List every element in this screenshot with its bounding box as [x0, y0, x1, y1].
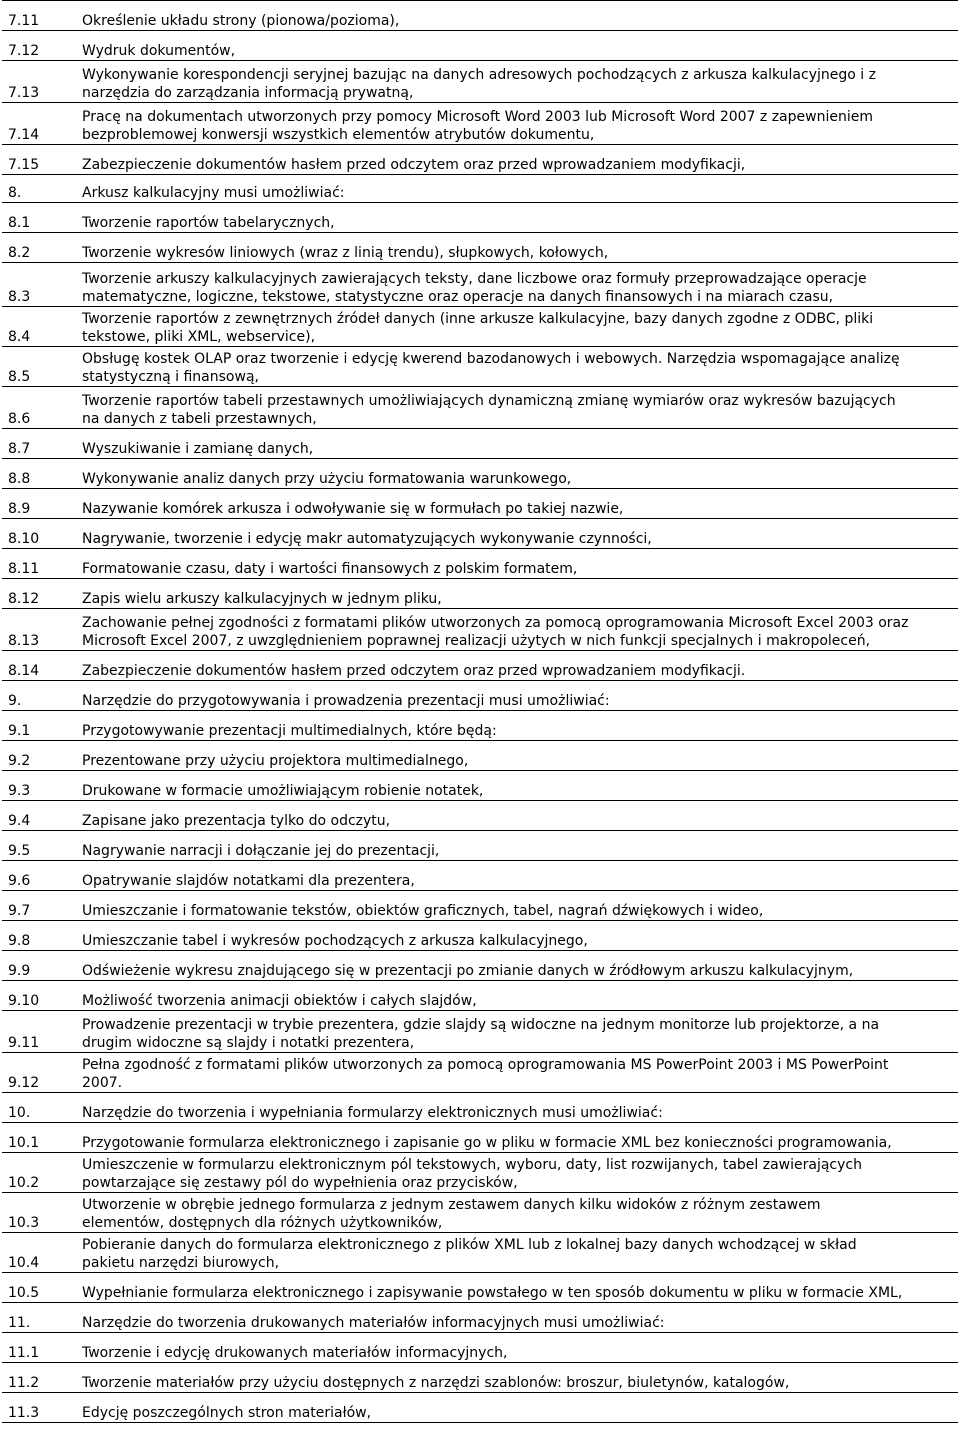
- item-text: [72, 609, 958, 651]
- item-text-line: Arkusz kalkulacyjny musi umożliwiać:: [82, 185, 345, 201]
- table-row: [2, 203, 958, 233]
- item-number: 7.14: [2, 103, 72, 145]
- item-text: [72, 1393, 958, 1423]
- item-text-line: Tworzenie raportów tabelarycznych,: [82, 215, 335, 231]
- item-text: [72, 1363, 958, 1393]
- table-row: [2, 347, 958, 387]
- table-row: [2, 263, 958, 307]
- item-text-line: Tworzenie raportów tabeli przestawnych umożliwiających dynamiczną zmianę wymiarów oraz wykresów bazujących: [82, 393, 896, 409]
- table-row: [2, 1123, 958, 1153]
- table-row: [2, 175, 958, 203]
- item-text-line: Opatrywanie slajdów notatkami dla prezentera,: [82, 873, 415, 889]
- item-text-line: Drukowane w formacie umożliwiającym robienie notatek,: [82, 783, 484, 799]
- table-row: [2, 31, 958, 61]
- item-number: 9.4: [2, 801, 72, 831]
- item-number: 9.9: [2, 951, 72, 981]
- requirements-table-body: [2, 1, 958, 1423]
- item-text-line: tekstowe, pliki XML, webservice),: [82, 329, 316, 345]
- item-text: [72, 921, 958, 951]
- table-row: [2, 549, 958, 579]
- item-text: [72, 1093, 958, 1123]
- item-number: 9.5: [2, 831, 72, 861]
- item-text-line: pakietu narzędzi biurowych,: [82, 1255, 280, 1271]
- item-number: 11.: [2, 1303, 72, 1333]
- item-number: 9.12: [2, 1053, 72, 1093]
- item-number: 9.7: [2, 891, 72, 921]
- item-text-line: Zapisane jako prezentacja tylko do odczytu,: [82, 813, 391, 829]
- item-text: [72, 233, 958, 263]
- item-text: [72, 1011, 958, 1053]
- item-number: 7.12: [2, 31, 72, 61]
- item-text: [72, 549, 958, 579]
- table-row: [2, 145, 958, 175]
- item-number: 11.3: [2, 1393, 72, 1423]
- item-number: 8.10: [2, 519, 72, 549]
- item-number: 8.5: [2, 347, 72, 387]
- item-number: 10.5: [2, 1273, 72, 1303]
- item-text-line: Prezentowane przy użyciu projektora multimedialnego,: [82, 753, 469, 769]
- table-row: [2, 609, 958, 651]
- table-row: [2, 233, 958, 263]
- table-row: [2, 1233, 958, 1273]
- table-row: [2, 1363, 958, 1393]
- item-text-line: Wyszukiwanie i zamianę danych,: [82, 441, 314, 457]
- item-text-line: Tworzenie wykresów liniowych (wraz z linią trendu), słupkowych, kołowych,: [82, 245, 609, 261]
- item-text-line: Umieszczanie i formatowanie tekstów, obiektów graficznych, tabel, nagrań dźwiękowych i wideo,: [82, 903, 764, 919]
- item-number: 7.13: [2, 61, 72, 103]
- item-text-line: Umieszczenie w formularzu elektronicznym pól tekstowych, wyboru, daty, list rozwijanych, tabel zawierających: [82, 1157, 862, 1173]
- item-text-line: Nagrywanie narracji i dołączanie jej do prezentacji,: [82, 843, 440, 859]
- item-text-line: Wykonywanie analiz danych przy użyciu formatowania warunkowego,: [82, 471, 572, 487]
- item-text: [72, 1153, 958, 1193]
- item-text-line: Tworzenie materiałów przy użyciu dostępnych z narzędzi szablonów: broszur, biuletynów, katalogów,: [82, 1375, 790, 1391]
- item-text: [72, 429, 958, 459]
- table-row: [2, 1393, 958, 1423]
- item-text-line: Narzędzie do przygotowywania i prowadzenia prezentacji musi umożliwiać:: [82, 693, 610, 709]
- item-text-line: Prowadzenie prezentacji w trybie prezentera, gdzie slajdy są widoczne na jednym monitorze lub projektorze, a na: [82, 1017, 880, 1033]
- item-text-line: Zachowanie pełnej zgodności z formatami plików utworzonych za pomocą oprogramowania Microsoft Excel 2003 oraz: [82, 615, 909, 631]
- item-text-line: Wydruk dokumentów,: [82, 43, 236, 59]
- item-text-line: Pełna zgodność z formatami plików utworzonych za pomocą oprogramowania MS PowerPoint 2003 i MS PowerPoint: [82, 1057, 889, 1073]
- item-text-line: Pracę na dokumentach utworzonych przy pomocy Microsoft Word 2003 lub Microsoft Word 2007 z zapewnieniem: [82, 109, 873, 125]
- item-number: 8.6: [2, 387, 72, 429]
- item-text-line: Formatowanie czasu, daty i wartości finansowych z polskim formatem,: [82, 561, 578, 577]
- table-row: [2, 1, 958, 31]
- item-text: [72, 387, 958, 429]
- table-row: [2, 1193, 958, 1233]
- item-number: 8.1: [2, 203, 72, 233]
- item-number: 8.2: [2, 233, 72, 263]
- item-text: [72, 579, 958, 609]
- item-text-line: Wypełnianie formularza elektronicznego i zapisywanie powstałego w ten sposób dokumentu w pliku w formacie XML,: [82, 1285, 903, 1301]
- item-number: 9.6: [2, 861, 72, 891]
- table-row: [2, 1093, 958, 1123]
- item-number: 9.11: [2, 1011, 72, 1053]
- item-text-line: Narzędzie do tworzenia drukowanych materiałów informacyjnych musi umożliwiać:: [82, 1315, 665, 1331]
- item-text: [72, 891, 958, 921]
- item-text: [72, 489, 958, 519]
- item-number: 10.2: [2, 1153, 72, 1193]
- table-row: [2, 1153, 958, 1193]
- item-text: [72, 1, 958, 31]
- item-number: 9.3: [2, 771, 72, 801]
- item-number: 8.: [2, 175, 72, 203]
- item-text: [72, 1053, 958, 1093]
- table-row: [2, 1053, 958, 1093]
- item-text-line: Microsoft Excel 2007, z uwzględnieniem poprawnej realizacji użytych w nich funkcji specjalnych i makropoleceń,: [82, 633, 871, 649]
- item-number: 7.15: [2, 145, 72, 175]
- table-row: [2, 651, 958, 681]
- item-text: [72, 1303, 958, 1333]
- item-text: [72, 145, 958, 175]
- item-number: 9.10: [2, 981, 72, 1011]
- table-row: [2, 387, 958, 429]
- item-number: 10.1: [2, 1123, 72, 1153]
- table-row: [2, 489, 958, 519]
- item-text-line: Utworzenie w obrębie jednego formularza z jednym zestawem danych kilku widoków z różnym zestawem: [82, 1197, 821, 1213]
- item-text-line: elementów, dostępnych dla różnych użytkowników,: [82, 1215, 443, 1231]
- item-text: [72, 681, 958, 711]
- table-row: [2, 681, 958, 711]
- table-row: [2, 1303, 958, 1333]
- item-text: [72, 1333, 958, 1363]
- item-text-line: matematyczne, logiczne, tekstowe, statystyczne oraz operacje na danych finansowych i na miarach czasu,: [82, 289, 834, 305]
- item-text: [72, 801, 958, 831]
- item-text-line: Określenie układu strony (pionowa/pozioma),: [82, 13, 400, 29]
- item-text: [72, 741, 958, 771]
- item-number: 8.7: [2, 429, 72, 459]
- item-number: 8.14: [2, 651, 72, 681]
- item-text: [72, 1123, 958, 1153]
- item-text-line: Tworzenie raportów z zewnętrznych źródeł danych (inne arkusze kalkulacyjne, bazy danych zgodne z ODBC, pliki: [82, 311, 874, 327]
- item-number: 10.4: [2, 1233, 72, 1273]
- item-text-line: Tworzenie i edycję drukowanych materiałów informacyjnych,: [82, 1345, 508, 1361]
- item-text: [72, 771, 958, 801]
- item-text-line: Edycję poszczególnych stron materiałów,: [82, 1405, 372, 1421]
- item-text-line: Przygotowanie formularza elektronicznego i zapisanie go w pliku w formacie XML bez konieczności programowania,: [82, 1135, 892, 1151]
- table-row: [2, 891, 958, 921]
- item-text-line: bezproblemowej konwersji wszystkich elementów atrybutów dokumentu,: [82, 127, 595, 143]
- item-text-line: Umieszczanie tabel i wykresów pochodzących z arkusza kalkulacyjnego,: [82, 933, 588, 949]
- item-text: [72, 61, 958, 103]
- table-row: [2, 61, 958, 103]
- item-text-line: Wykonywanie korespondencji seryjnej bazując na danych adresowych pochodzących z arkusza kalkulacyjnego i z: [82, 67, 876, 83]
- item-text: [72, 651, 958, 681]
- item-number: 9.1: [2, 711, 72, 741]
- table-row: [2, 831, 958, 861]
- table-row: [2, 711, 958, 741]
- item-text-line: Odświeżenie wykresu znajdującego się w prezentacji po zmianie danych w źródłowym arkuszu kalkulacyjnym,: [82, 963, 854, 979]
- item-number: 8.11: [2, 549, 72, 579]
- table-row: [2, 429, 958, 459]
- item-text: [72, 951, 958, 981]
- requirements-table: [2, 0, 958, 1423]
- item-text-line: Nazywanie komórek arkusza i odwoływanie się w formułach po takiej nazwie,: [82, 501, 624, 517]
- table-row: [2, 951, 958, 981]
- item-text-line: statystyczną i finansową,: [82, 369, 259, 385]
- item-number: 9.: [2, 681, 72, 711]
- table-row: [2, 921, 958, 951]
- table-row: [2, 981, 958, 1011]
- item-text: [72, 347, 958, 387]
- table-row: [2, 459, 958, 489]
- item-number: 10.: [2, 1093, 72, 1123]
- item-number: 9.2: [2, 741, 72, 771]
- item-number: 11.1: [2, 1333, 72, 1363]
- item-text: [72, 981, 958, 1011]
- item-text-line: Zabezpieczenie dokumentów hasłem przed odczytem oraz przed wprowadzaniem modyfikacji.: [82, 663, 746, 679]
- item-number: 10.3: [2, 1193, 72, 1233]
- table-row: [2, 861, 958, 891]
- item-text-line: na danych z tabeli przestawnych,: [82, 411, 317, 427]
- item-text-line: Zapis wielu arkuszy kalkulacyjnych w jednym pliku,: [82, 591, 442, 607]
- table-row: [2, 1273, 958, 1303]
- item-text-line: Możliwość tworzenia animacji obiektów i całych slajdów,: [82, 993, 477, 1009]
- item-number: 8.12: [2, 579, 72, 609]
- table-row: [2, 307, 958, 347]
- table-row: [2, 771, 958, 801]
- table-row: [2, 103, 958, 145]
- item-number: 11.2: [2, 1363, 72, 1393]
- table-row: [2, 579, 958, 609]
- item-number: 7.11: [2, 1, 72, 31]
- item-number: 8.9: [2, 489, 72, 519]
- item-number: 8.3: [2, 263, 72, 307]
- item-text-line: Zabezpieczenie dokumentów hasłem przed odczytem oraz przed wprowadzaniem modyfikacji,: [82, 157, 746, 173]
- item-text-line: 2007.: [82, 1075, 123, 1091]
- item-number: 8.4: [2, 307, 72, 347]
- item-text: [72, 519, 958, 549]
- item-text: [72, 263, 958, 307]
- item-text-line: Przygotowywanie prezentacji multimedialnych, które będą:: [82, 723, 497, 739]
- item-text-line: narzędzia do zarządzania informacją prywatną,: [82, 85, 414, 101]
- item-text: [72, 203, 958, 233]
- table-row: [2, 1011, 958, 1053]
- item-text: [72, 1273, 958, 1303]
- item-number: 8.13: [2, 609, 72, 651]
- item-text: [72, 1233, 958, 1273]
- item-text: [72, 831, 958, 861]
- item-text-line: Obsługę kostek OLAP oraz tworzenie i edycję kwerend bazodanowych i webowych. Narzędzia wspomagające analizę: [82, 351, 900, 367]
- table-row: [2, 1333, 958, 1363]
- item-text: [72, 861, 958, 891]
- item-text: [72, 711, 958, 741]
- item-text-line: Narzędzie do tworzenia i wypełniania formularzy elektronicznych musi umożliwiać:: [82, 1105, 663, 1121]
- item-number: 8.8: [2, 459, 72, 489]
- item-text-line: Nagrywanie, tworzenie i edycję makr automatyzujących wykonywanie czynności,: [82, 531, 652, 547]
- item-text: [72, 175, 958, 203]
- table-row: [2, 801, 958, 831]
- item-text: [72, 1193, 958, 1233]
- item-text-line: Pobieranie danych do formularza elektronicznego z plików XML lub z lokalnej bazy danych wchodzącej w skład: [82, 1237, 857, 1253]
- item-text: [72, 31, 958, 61]
- item-number: 9.8: [2, 921, 72, 951]
- item-text: [72, 307, 958, 347]
- item-text: [72, 459, 958, 489]
- item-text: [72, 103, 958, 145]
- table-row: [2, 519, 958, 549]
- item-text-line: Tworzenie arkuszy kalkulacyjnych zawierających teksty, dane liczbowe oraz formuły przeprowadzające operacje: [82, 271, 867, 287]
- item-text-line: drugim widoczne są slajdy i notatki prezentera,: [82, 1035, 415, 1051]
- item-text-line: powtarzające się zestawy pól do wypełnienia oraz przycisków,: [82, 1175, 518, 1191]
- table-row: [2, 741, 958, 771]
